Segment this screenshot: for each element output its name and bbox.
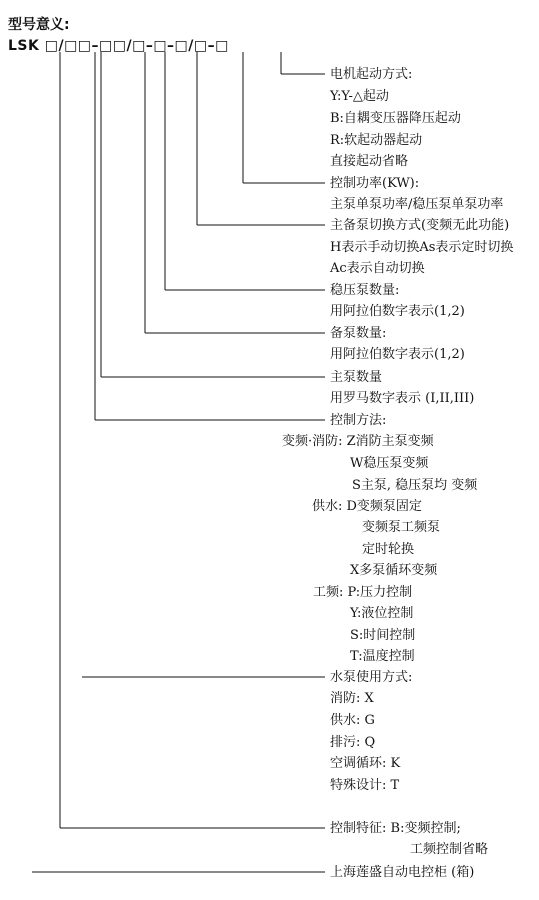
vfd-fire-s: S主泵, 稳压泵均 变频: [352, 478, 478, 493]
usage-fire: 消防: X: [330, 691, 374, 706]
supply-d-line2: 变频泵工频泵: [362, 520, 441, 535]
motor-start-heading: 电机起动方式:: [330, 67, 413, 82]
main-count-desc: 用罗马数字表示 (I,II,III): [330, 391, 475, 406]
switch-mode-heading: 主备泵切换方式(变频无此功能): [330, 218, 510, 233]
pump-usage-heading: 水泵使用方式:: [330, 670, 413, 685]
stabilizer-count-heading: 稳压泵数量:: [330, 283, 400, 298]
motor-start-r: R:软起动器起动: [330, 133, 423, 148]
stabilizer-count-desc: 用阿拉伯数字表示(1,2): [330, 304, 465, 319]
power-freq-s: S:时间控制: [350, 628, 416, 643]
company-name: 上海莲盛自动电控柜 (箱): [330, 865, 475, 880]
motor-start-y: Y:Y-△起动: [330, 89, 389, 104]
motor-start-direct: 直接起动省略: [330, 154, 409, 169]
usage-special: 特殊设计: T: [330, 778, 400, 793]
switch-mode-h-as: H表示手动切换As表示定时切换: [330, 240, 514, 255]
main-count-heading: 主泵数量: [330, 370, 383, 385]
standby-count-desc: 用阿拉伯数字表示(1,2): [330, 347, 465, 362]
power-freq-y: Y:液位控制: [350, 606, 414, 621]
usage-drainage: 排污: Q: [330, 735, 376, 750]
model-code: LSK □/□□–□□/□–□–□/□–□: [8, 38, 229, 54]
motor-start-b: B:自耦变压器降压起动: [330, 111, 461, 126]
power-freq-t: T:温度控制: [350, 649, 415, 664]
control-feature-heading: 控制特征: B:变频控制;: [330, 821, 461, 836]
supply-d: 供水: D变频泵固定: [312, 499, 422, 514]
control-method-heading: 控制方法:: [330, 413, 387, 428]
control-power-desc: 主泵单泵功率/稳压泵单泵功率: [330, 197, 504, 212]
standby-count-heading: 备泵数量:: [330, 326, 387, 341]
control-power-heading: 控制功率(KW):: [330, 176, 420, 191]
vfd-fire-w: W稳压泵变频: [350, 456, 429, 471]
supply-d-line3: 定时轮换: [362, 542, 415, 557]
switch-mode-ac: Ac表示自动切换: [330, 261, 425, 276]
supply-x: X多泵循环变频: [350, 563, 438, 578]
section-title: 型号意义:: [8, 17, 70, 33]
control-feature-power-freq: 工频控制省略: [410, 842, 489, 857]
usage-supply: 供水: G: [330, 713, 375, 728]
vfd-fire-z: 变频·消防: Z消防主泵变频: [282, 434, 434, 449]
usage-ac-circulation: 空调循环: K: [330, 756, 401, 771]
power-freq-p: 工频: P:压力控制: [313, 585, 413, 600]
